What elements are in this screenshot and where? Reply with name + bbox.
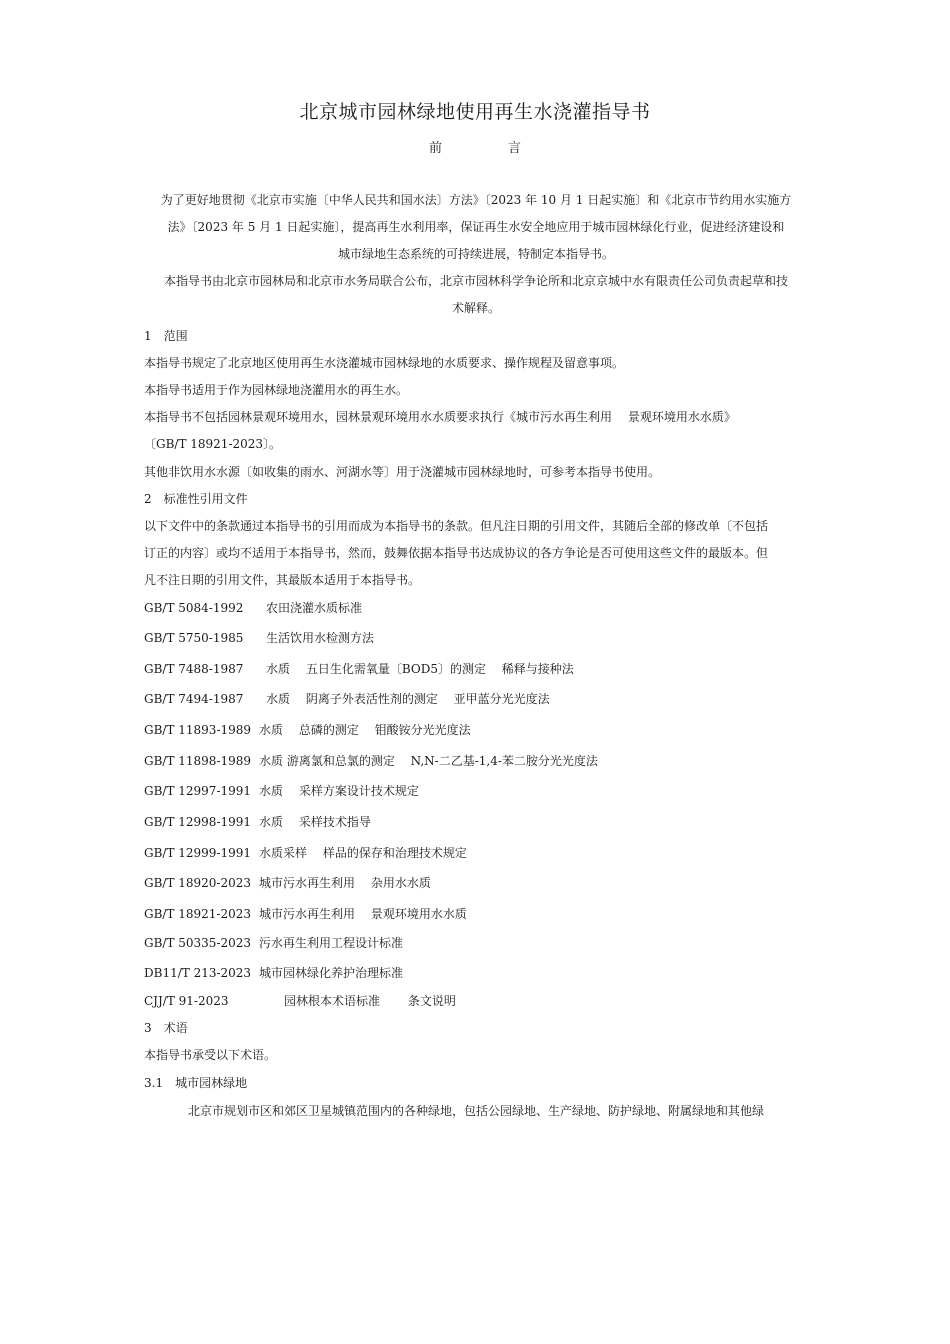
ref-code: CJJ/T 91-2023: [144, 994, 229, 1008]
intro-line-1: 为了更好地贯彻《北京市实施〔中华人民共和国水法〕方法》〔2023 年 10 月 1 日起实施〕和《北京市节约用水实施方: [160, 193, 792, 207]
ref-code: GB/T 7494-1987: [144, 692, 244, 706]
ref-title: 生活饮用水检测方法: [266, 631, 375, 645]
ref-code: GB/T 18920-2023: [144, 876, 252, 890]
ref-code: GB/T 50335-2023: [144, 936, 252, 950]
ref-title: 水质 采样技术指导: [259, 815, 371, 829]
ref-title: 城市污水再生利用 杂用水水质: [259, 876, 431, 890]
section-1-line: 本指导书适用于作为园林绿地浇灌用水的再生水。: [144, 383, 409, 397]
section-1-line: 本指导书规定了北京地区使用再生水浇灌城市园林绿地的水质要求、操作规程及留意事项。: [144, 356, 625, 370]
document-title: 北京城市园林绿地使用再生水浇灌指导书: [299, 101, 651, 123]
ref-title: 水质 采样方案设计技术规定: [259, 784, 419, 798]
ref-code: DB11/T 213-2023: [144, 966, 252, 980]
intro-line-2: 法》〔2023 年 5 月 1 日起实施〕，提高再生水利用率，保证再生水安全地应用于城市园林绿化行业，促进经济建设和: [167, 220, 785, 234]
ref-title: 水质 总磷的测定 钼酸铵分光光度法: [259, 723, 471, 737]
section-1-line: 本指导书不包括园林景观环境用水，园林景观环境用水水质要求执行《城市污水再生利用 景观环境用水水质》: [144, 410, 736, 424]
section-2-line: 凡不注日期的引用文件，其最版本适用于本指导书。: [144, 573, 421, 587]
ref-title: 水质采样 样品的保存和治理技术规定: [259, 846, 467, 860]
intro-line-5: 术解释。: [451, 301, 500, 315]
ref-title: 水质 阴离子外表活性剂的测定 亚甲蓝分光光度法: [266, 692, 550, 706]
section-2-line: 订正的内容〕或均不适用于本指导书，然而，鼓舞依据本指导书达成协议的各方争论是否可使用这些文件的最版本。但: [144, 546, 769, 560]
foreword-char-2: 言: [508, 141, 522, 156]
ref-code: GB/T 12997-1991: [144, 784, 252, 798]
section-1-line: 〔GB/T 18921-2023〕。: [144, 437, 282, 451]
intro-line-4: 本指导书由北京市园林局和北京市水务局联合公布，北京市园林科学争论所和北京京城中水有限责任公司负责起草和技: [163, 274, 788, 288]
ref-title: 污水再生利用工程设计标准: [259, 936, 404, 950]
ref-code: GB/T 11898-1989: [144, 754, 252, 768]
section-1-line: 其他非饮用水水源〔如收集的雨水、河湖水等〕用于浇灌城市园林绿地时，可参考本指导书使用。: [144, 465, 661, 479]
ref-title: 水质 五日生化需氧量〔BOD5〕的测定 稀释与接种法: [266, 662, 574, 676]
section-3-1-text: 北京市规划市区和郊区卫星城镇范围内的各种绿地，包括公园绿地、生产绿地、防护绿地、附属绿地和其他绿: [188, 1104, 765, 1118]
ref-code: GB/T 7488-1987: [144, 662, 244, 676]
ref-code: GB/T 12999-1991: [144, 846, 252, 860]
section-2-heading: 2 标准性引用文件: [144, 492, 248, 506]
ref-code: GB/T 5750-1985: [144, 631, 244, 645]
section-3-intro: 本指导书承受以下术语。: [144, 1048, 277, 1062]
ref-code: GB/T 5084-1992: [144, 601, 244, 615]
ref-title: 水质 游离氯和总氯的测定 N,N-二乙基-1,4-苯二胺分光光度法: [259, 754, 598, 768]
ref-code: GB/T 18921-2023: [144, 907, 252, 921]
section-3-heading: 3 术语: [144, 1021, 188, 1035]
ref-code: GB/T 12998-1991: [144, 815, 252, 829]
ref-title: 城市污水再生利用 景观环境用水水质: [259, 907, 467, 921]
ref-title: 园林根本术语标准 条文说明: [284, 994, 456, 1008]
section-1-heading: 1 范围: [144, 329, 188, 343]
intro-line-3: 城市绿地生态系统的可持续进展，特制定本指导书。: [337, 247, 614, 261]
section-3-1-heading: 3.1 城市园林绿地: [144, 1076, 248, 1090]
ref-code: GB/T 11893-1989: [144, 723, 252, 737]
foreword-char-1: 前: [428, 141, 442, 156]
ref-title: 农田浇灌水质标准: [266, 601, 363, 615]
section-2-line: 以下文件中的条款通过本指导书的引用而成为本指导书的条款。但凡注日期的引用文件，其随后全部的修改单〔不包括: [144, 519, 769, 533]
ref-title: 城市园林绿化养护治理标准: [259, 966, 404, 980]
foreword-heading: [0, 137, 950, 156]
